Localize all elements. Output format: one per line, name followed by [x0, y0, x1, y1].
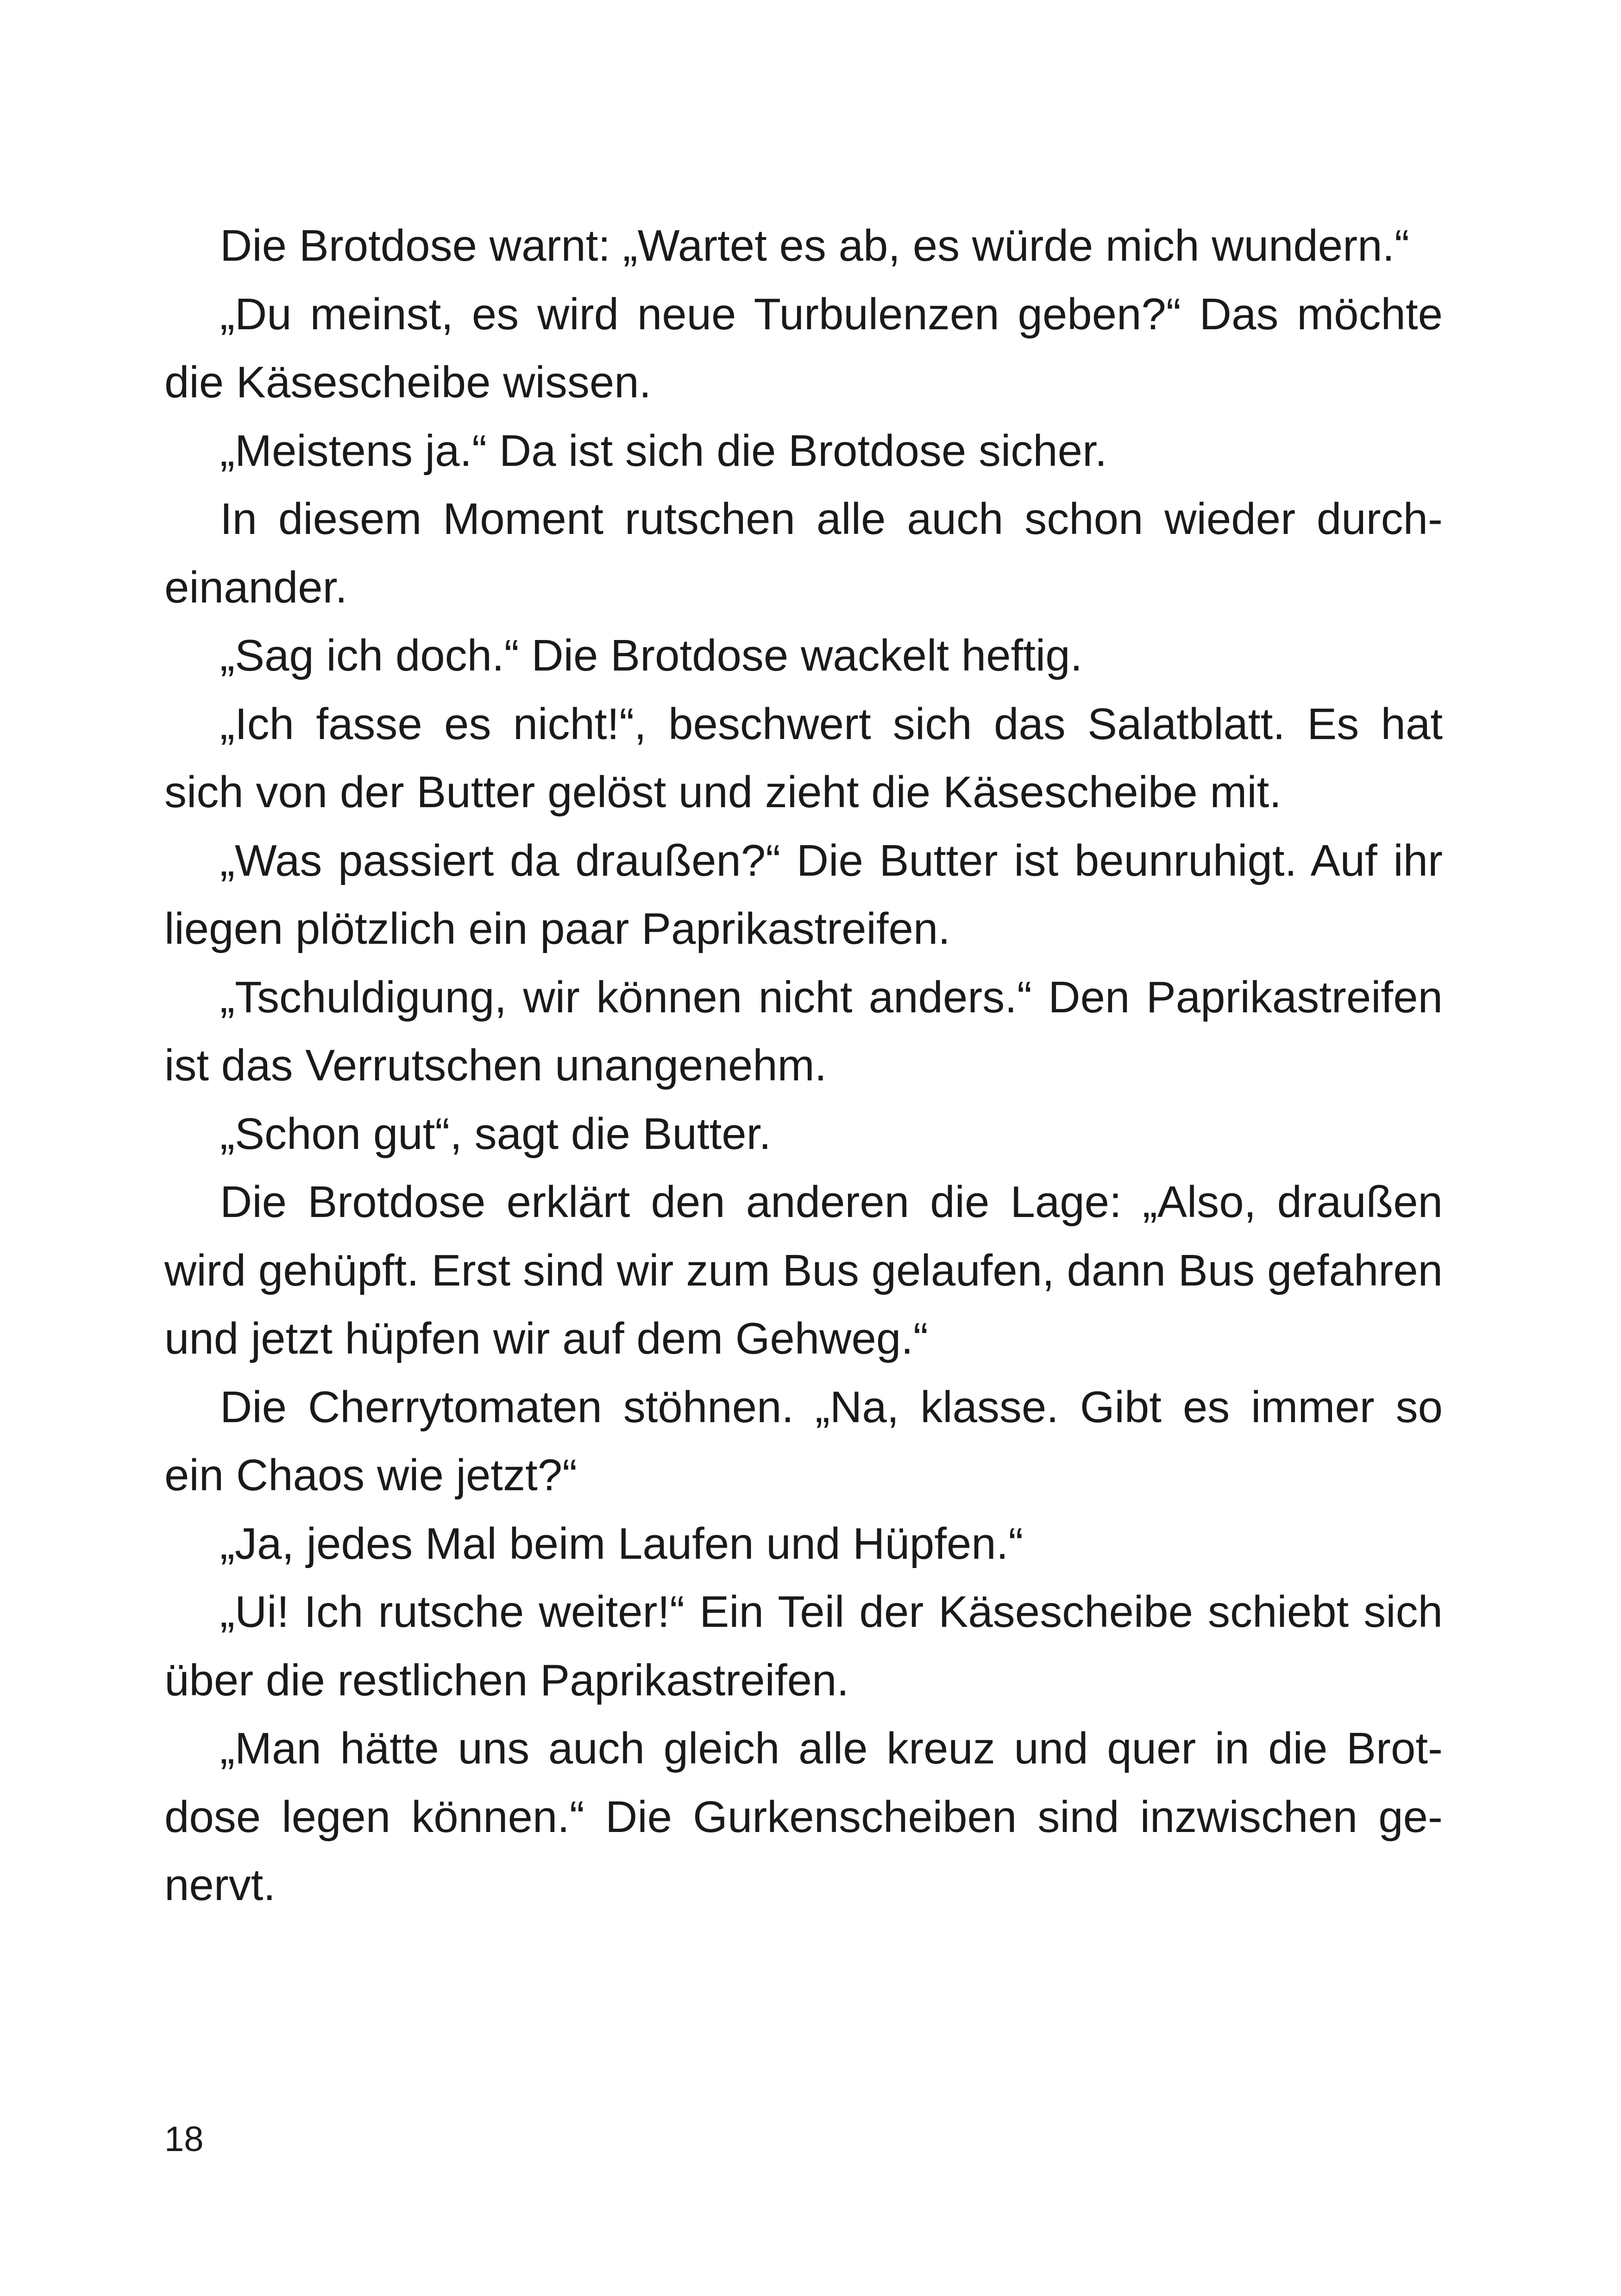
paragraph: In diesem Moment rutschen alle auch schon wieder durcheinander.: [164, 494, 1443, 612]
paragraph: „Ja, jedes Mal beim Laufen und Hüpfen.“: [220, 1518, 1024, 1568]
paragraph: „Ui! Ich rutsche weiter!“ Ein Teil der Käsescheibe schiebt sich über die restlichen Paprikastreifen.: [164, 1587, 1443, 1705]
paragraph: „Was passiert da draußen?“ Die Butter ist beunruhigt. Auf ihr liegen plötzlich ein paar Paprikastreifen.: [164, 835, 1443, 954]
paragraph: „Man hätte uns auch gleich alle kreuz und quer in die Brotdose legen können.“ Die Gurkenscheiben sind inzwischen genervt.: [164, 1724, 1443, 1910]
paragraph: Die Brotdose warnt: „Wartet es ab, es würde mich wundern.“: [220, 221, 1410, 270]
paragraph: „Meistens ja.“ Da ist sich die Brotdose sicher.: [220, 426, 1107, 476]
paragraph: „Tschuldigung, wir können nicht anders.“ Den Paprikastreifen ist das Verrutschen unangenehm.: [164, 972, 1443, 1090]
paragraph: Die Brotdose erklärt den anderen die Lage: „Also, draußen wird gehüpft. Erst sind wir zum Bus gelaufen, dann Bus gefahren und jetzt hüpfen wir auf dem Gehweg.“: [164, 1177, 1443, 1363]
paragraph: „Ich fasse es nicht!“, beschwert sich das Salatblatt. Es hat sich von der Butter gelöst und zieht die Käsescheibe mit.: [164, 699, 1443, 817]
page-number: 18: [164, 2120, 204, 2159]
paragraph: „Sag ich doch.“ Die Brotdose wackelt heftig.: [220, 631, 1083, 680]
paragraph: „Du meinst, es wird neue Turbulenzen geben?“ Das möchte die Käsescheibe wissen.: [164, 289, 1443, 407]
body-text: [164, 212, 1443, 1920]
paragraph: „Schon gut“, sagt die Butter.: [220, 1109, 772, 1159]
paragraph: Die Cherrytomaten stöhnen. „Na, klasse. Gibt es immer so ein Chaos wie jetzt?“: [164, 1382, 1443, 1500]
